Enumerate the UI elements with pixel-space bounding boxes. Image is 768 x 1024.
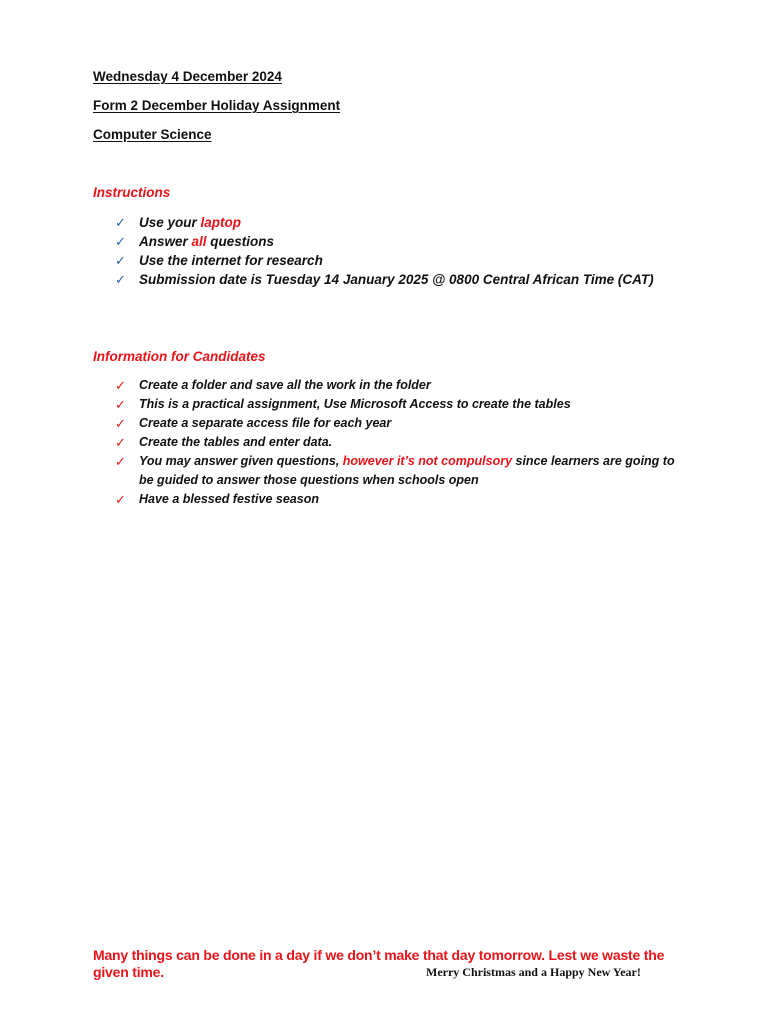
list-item xyxy=(115,376,675,395)
list-item xyxy=(115,251,675,270)
subject-heading: Computer Science xyxy=(93,127,212,142)
item-text: Submission date is Tuesday 14 January 2025 @ 0800 Central African Time (CAT) xyxy=(139,272,654,287)
date-heading: Wednesday 4 December 2024 xyxy=(93,69,282,84)
item-text: This is a practical assignment, Use Microsoft Access to create the tables xyxy=(139,397,571,411)
item-text: Use your xyxy=(139,215,201,230)
information-list xyxy=(115,376,675,509)
list-item xyxy=(115,452,675,490)
item-highlight: laptop xyxy=(200,215,242,230)
item-text: Create the tables and enter data. xyxy=(139,435,333,449)
item-text: Create a separate access file for each year xyxy=(139,416,392,430)
check-icon: ✓ xyxy=(115,454,126,469)
item-text: Have a blessed festive season xyxy=(139,492,319,506)
list-item xyxy=(115,232,675,251)
assignment-heading: Form 2 December Holiday Assignment xyxy=(93,98,341,113)
item-text: You may answer given questions, xyxy=(139,454,343,468)
instructions-title: Instructions xyxy=(93,185,171,200)
check-icon: ✓ xyxy=(115,215,126,230)
list-item xyxy=(115,213,675,232)
check-icon: ✓ xyxy=(115,397,126,412)
check-icon: ✓ xyxy=(115,416,126,431)
item-highlight: all xyxy=(191,234,207,249)
footer-quote: Many things can be done in a day if we don’t make that day tomorrow. Lest we waste the given time. xyxy=(93,947,665,980)
check-icon: ✓ xyxy=(115,234,126,249)
list-item xyxy=(115,414,675,433)
footer-greeting: Merry Christmas and a Happy New Year! xyxy=(426,965,641,979)
item-text: questions xyxy=(206,234,275,249)
list-item xyxy=(115,270,675,289)
list-item xyxy=(115,433,675,452)
check-icon: ✓ xyxy=(115,253,126,268)
instructions-list xyxy=(115,213,675,289)
list-item xyxy=(115,395,675,414)
check-icon: ✓ xyxy=(115,492,126,507)
check-icon: ✓ xyxy=(115,272,126,287)
item-text: since learners are going to be guided to answer those questions when schools open xyxy=(139,454,675,487)
item-text: Use the internet for research xyxy=(139,253,323,268)
check-icon: ✓ xyxy=(115,378,126,393)
item-text: Create a folder and save all the work in the folder xyxy=(139,378,431,392)
item-highlight: however it’s not compulsory xyxy=(342,454,513,468)
information-title: Information for Candidates xyxy=(93,349,266,364)
item-text: Answer xyxy=(139,234,192,249)
check-icon: ✓ xyxy=(115,435,126,450)
list-item xyxy=(115,490,675,509)
